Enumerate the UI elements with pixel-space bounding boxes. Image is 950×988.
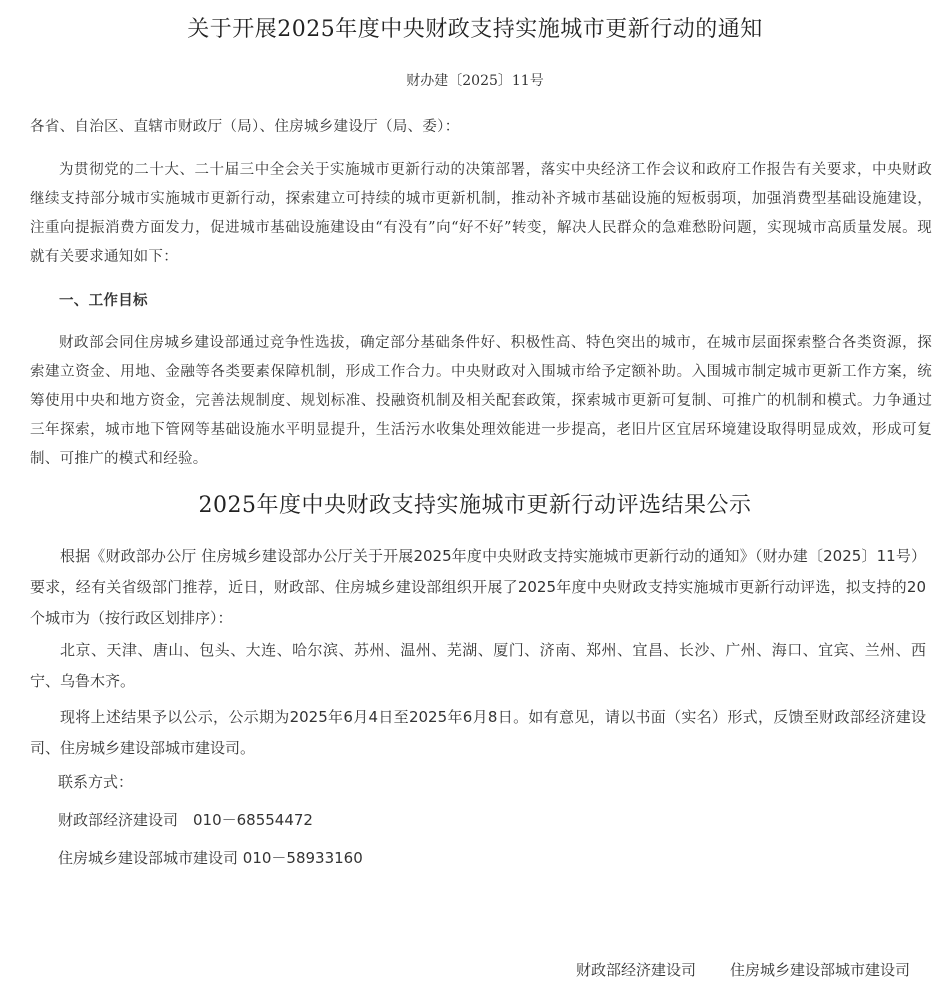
announcement-body: 根据《财政部办公厅 住房城乡建设部办公厅关于开展2025年度中央财政支持实施城市更新行动的通知》（财办建〔2025〕11号）要求，经有关省级部门推荐，近日，财政部、住房城乡建设部组织开展了2025年度中央财政支持实施城市更新行动评选，拟支持的20个城市为（按行政区划排序）： <box>30 547 926 627</box>
signatory-mof: 财政部经济建设司 <box>576 961 697 979</box>
section-heading-work-goals: 一、工作目标 <box>59 292 148 309</box>
signatory-mohurd: 住房城乡建设部城市建设司 <box>730 961 911 979</box>
publicity-paragraph: 现将上述结果予以公示，公示期为2025年6月4日至2025年6月8日。如有意见，请以书面（实名）形式，反馈至财政部经济建设司、住房城乡建设部城市建设司。 <box>30 708 926 757</box>
section-body-work-goals: 财政部会同住房城乡建设部通过竞争性选拔，确定部分基础条件好、积极性高、特色突出的城市，在城市层面探索整合各类资源，探索建立资金、用地、金融等各类要素保障机制，形成工作合力。中央财政对入围城市给予定额补助。入围城市制定城市更新工作方案，统筹使用中央和地方资金，完善法规制度、规划标准、投融资机制及相关配套政策，探索城市更新可复制、可推广的机制和模式。力争通过三年探索，城市地下管网等基础设施水平明显提升，生活污水收集处理效能进一步提高，老旧片区宜居环境建设取得明显成效，形成可复制、可推广的模式和经验。 <box>30 335 932 467</box>
recipients: 各省、自治区、直辖市财政厅（局）、住房城乡建设厅（局、委）： <box>30 119 460 135</box>
document-number: 财办建〔2025〕11号 <box>406 73 544 89</box>
intro-paragraph: 为贯彻党的二十大、二十届三中全会关于实施城市更新行动的决策部署，落实中央经济工作会议和政府工作报告有关要求，中央财政继续支持部分城市实施城市更新行动，探索建立可持续的城市更新机制，推动补齐城市基础设施的短板弱项，加强消费型基础设施建设，注重向提振消费方面发力，促进城市基础设施建设由“有没有”向“好不好”转变，解决人民群众的急难愁盼问题，实现城市高质量发展。现就有关要求通知如下： <box>30 162 932 265</box>
contact-urban-construction: 住房城乡建设部城市建设司 010－58933160 <box>58 849 363 867</box>
contact-economic-construction: 财政部经济建设司 010－68554472 <box>58 811 313 829</box>
contact-label: 联系方式： <box>58 773 134 791</box>
announcement-title: 2025年度中央财政支持实施城市更新行动评选结果公示 <box>198 493 752 518</box>
notice-title: 关于开展2025年度中央财政支持实施城市更新行动的通知 <box>187 17 763 42</box>
city-list: 北京、天津、唐山、包头、大连、哈尔滨、苏州、温州、芜湖、厦门、济南、郑州、宜昌、长沙、广州、海口、宜宾、兰州、西宁、乌鲁木齐。 <box>30 641 926 690</box>
